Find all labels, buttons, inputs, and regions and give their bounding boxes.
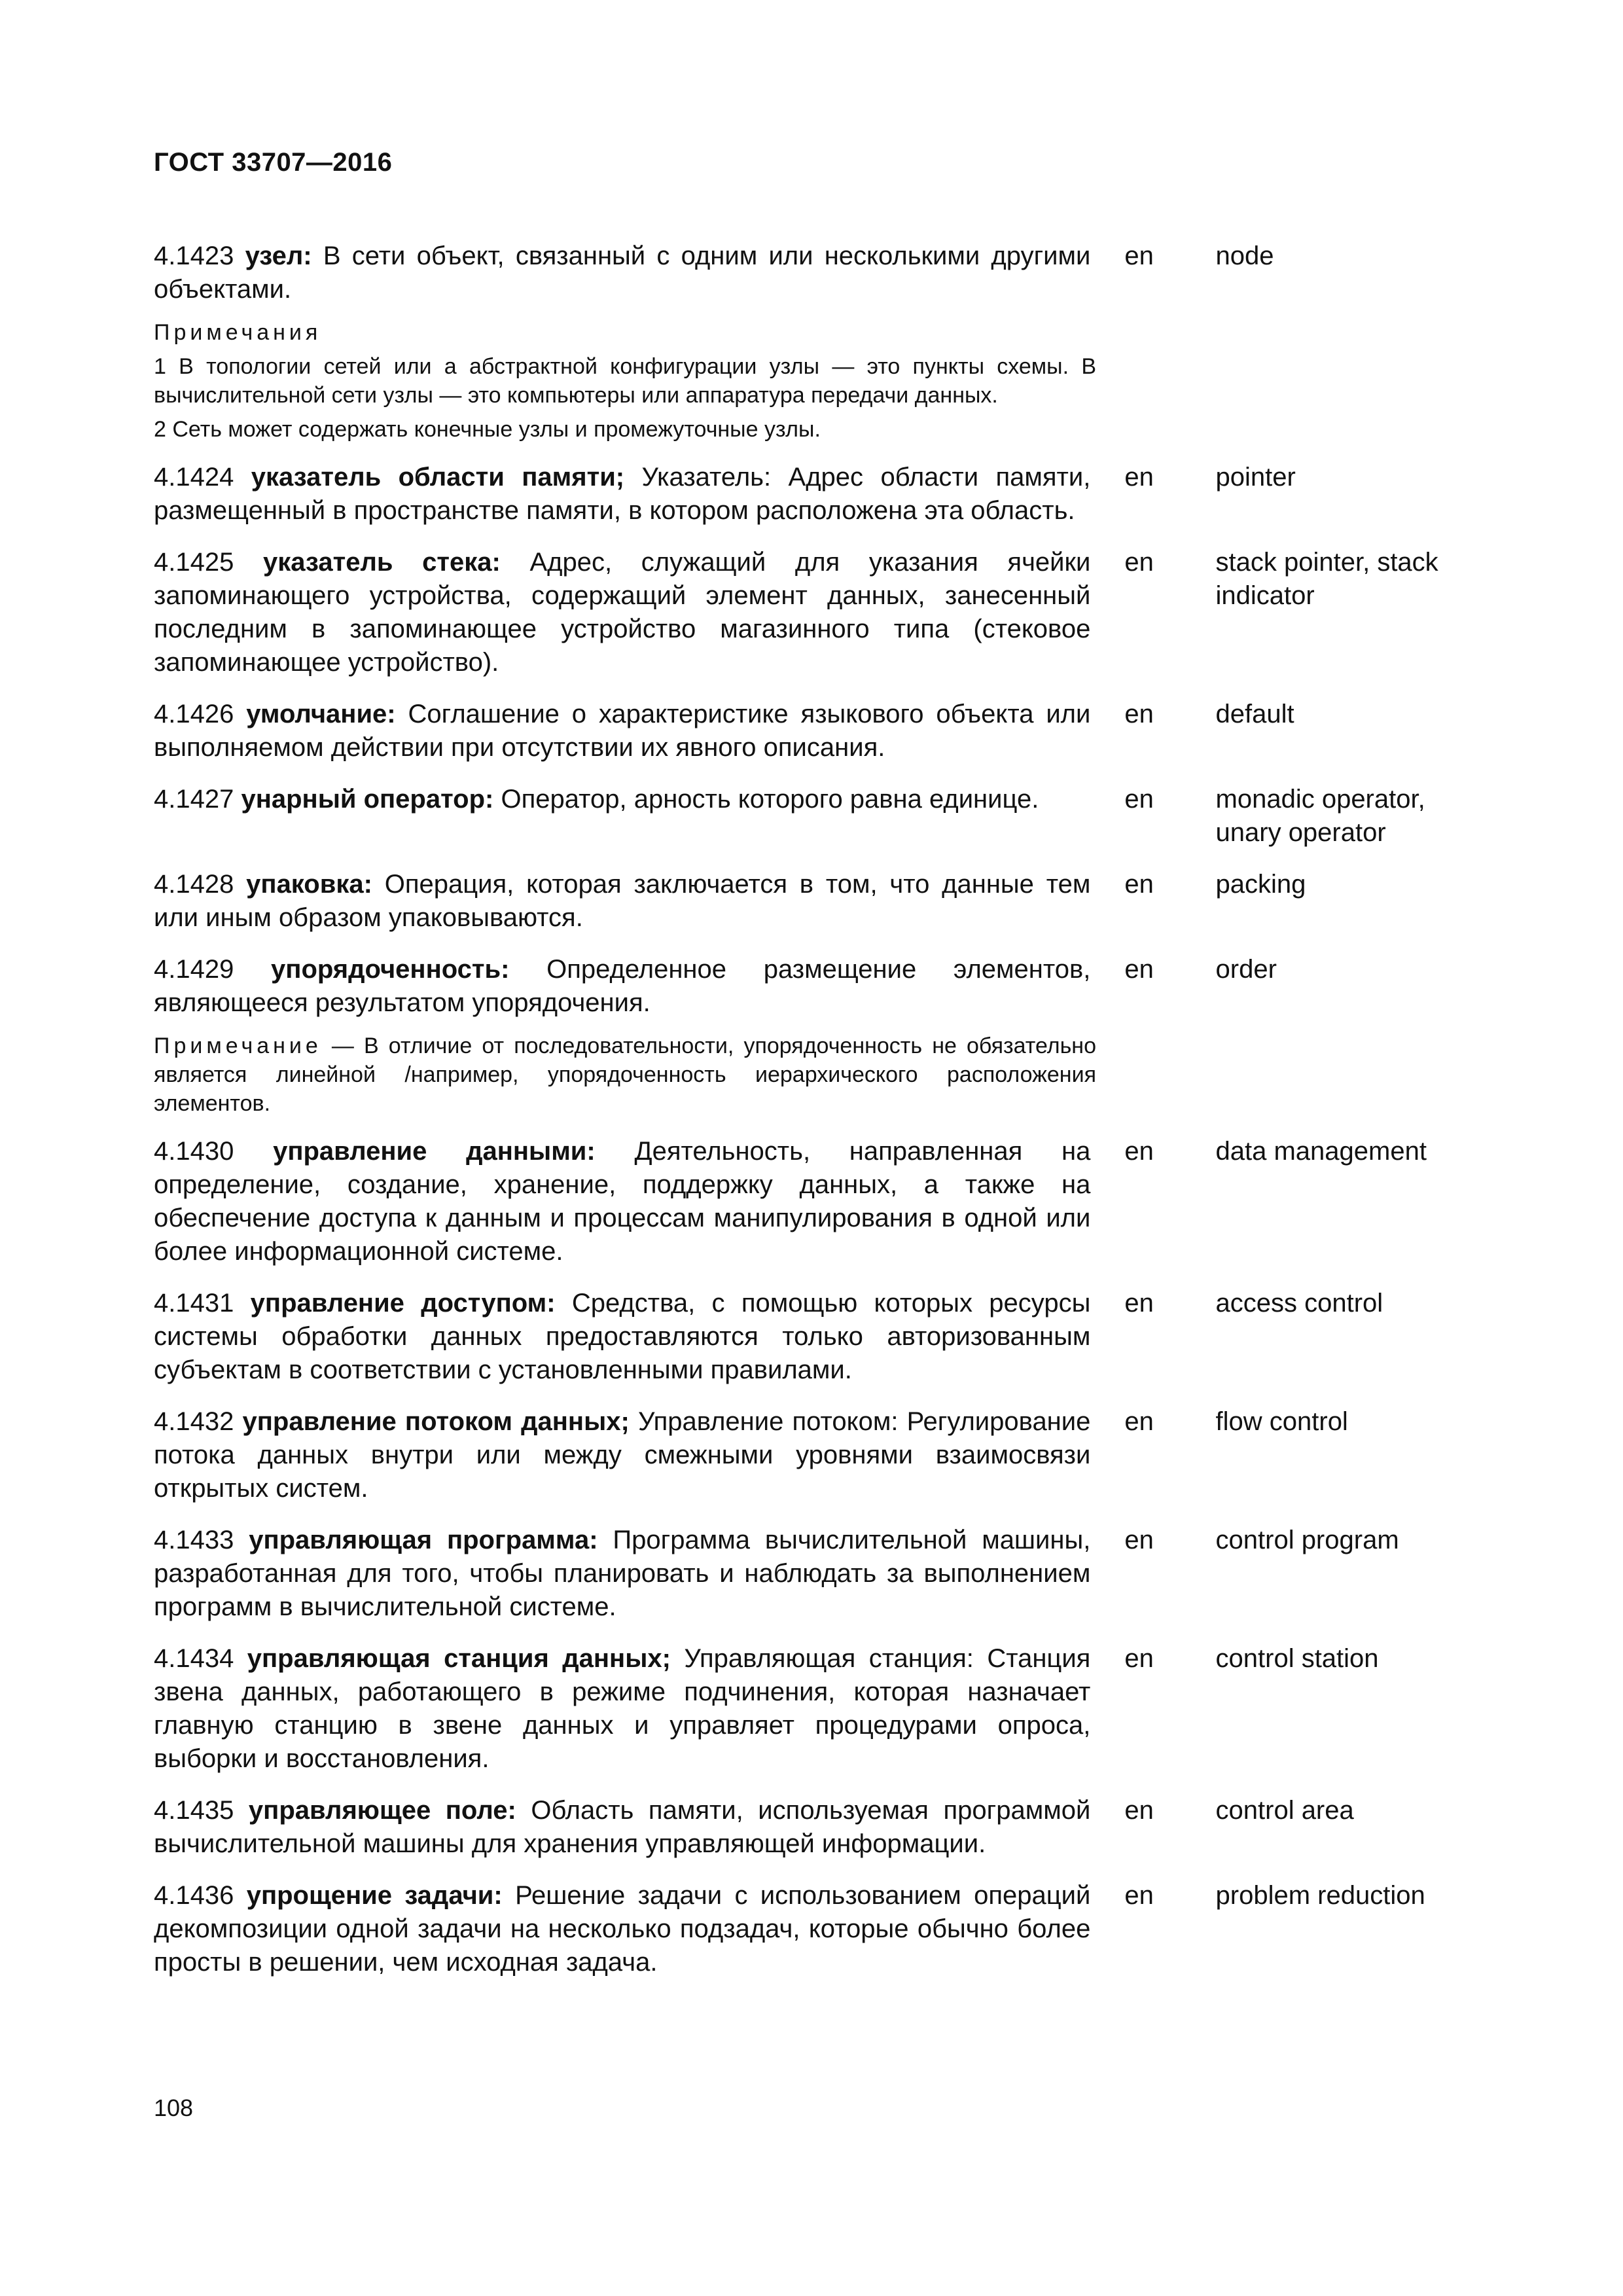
term-entry [154,1879,1489,1979]
document-header: ГОСТ 33707—2016 [154,148,393,177]
language-code: en [1124,1289,1154,1318]
term-definition: Управление потоком: Регулирование потока данных внутри или между смежными уровнями взаимосвязи открытых систем. [154,1407,1091,1503]
term-definition-block [154,546,1090,679]
language-code: en [1124,955,1154,984]
term-number: 4.1430 [154,1137,234,1166]
term-definition: Соглашение о характеристике языкового объекта или выполняемом действии при отсутствии их явного описания. [154,700,1091,762]
term-definition-block [154,1794,1090,1861]
english-equivalent: control program [1215,1526,1399,1554]
english-equivalent: access control [1215,1289,1383,1318]
term-entry [154,1642,1489,1776]
term-name: управляющая станция данных; [247,1644,671,1673]
language-code: en [1124,870,1154,899]
english-equivalent: control area [1215,1796,1354,1825]
note-item: 1 В топологии сетей или а абстрактной конфигурации узлы — это пункты схемы. В вычислительной сети узлы — это компьютеры или аппаратура передачи данных. [154,354,1096,408]
term-name: управление доступом: [250,1289,556,1318]
term-definition: Область памяти, используемая программой вычислительной машины для хранения управляющей информации. [154,1796,1091,1858]
page-number: 108 [154,2094,194,2121]
term-definition: Управляющая станция: Станция звена данных, работающего в режиме подчинения, которая назначает главную станцию в звене данных и управляет процедурами опроса, выборки и восстановления. [154,1644,1091,1773]
language-code: en [1124,700,1154,728]
term-name: указатель стека: [263,548,501,577]
term-notes [154,318,1096,444]
term-definition: Указатель: Адрес области памяти, размещенный в пространстве памяти, в котором расположена эта область. [154,463,1091,525]
term-number: 4.1427 [154,785,234,814]
term-number: 4.1434 [154,1644,234,1673]
english-equivalent: stack pointer, stack indicator [1215,548,1438,610]
english-equivalent: pointer [1215,463,1296,492]
term-entry [154,240,1489,306]
term-entry [154,783,1489,850]
term-definition: В сети объект, связанный с одним или несколькими другими объектами. [154,242,1091,304]
term-name: указатель области памяти; [251,463,625,492]
english-equivalent: order [1215,955,1277,984]
term-definition-block [154,953,1090,1020]
term-number: 4.1425 [154,548,234,577]
term-definition-block [154,1405,1090,1505]
note-text: — В отличие от последовательности, упорядоченность не обязательно является линейной /например, упорядоченность иерархического расположения элементов. [154,1033,1096,1116]
term-number: 4.1429 [154,955,234,984]
term-number: 4.1428 [154,870,234,899]
term-definition-block [154,783,1090,816]
term-number: 4.1435 [154,1796,234,1825]
term-entry [154,1524,1489,1624]
term-name: упорядоченность: [271,955,510,984]
term-name: умолчание: [246,700,396,728]
term-name: управление данными: [273,1137,596,1166]
term-definition: Программа вычислительной машины, разработанная для того, чтобы планировать и наблюдать за выполнением программ в вычислительной системе. [154,1526,1091,1621]
term-number: 4.1424 [154,463,234,492]
english-equivalent: packing [1215,870,1306,899]
language-code: en [1124,1137,1154,1166]
notes-title: Примечания [154,320,322,345]
term-entry [154,1135,1489,1268]
term-entry [154,461,1489,528]
term-definition-block [154,1287,1090,1387]
notes-title: Примечание [154,1033,322,1058]
term-entry [154,546,1489,679]
term-definition-block [154,1524,1090,1624]
term-definition-block [154,1642,1090,1776]
language-code: en [1124,785,1154,814]
term-definition-block [154,868,1090,935]
term-definition: Средства, с помощью которых ресурсы системы обработки данных предоставляются только авторизованным субъектам в соответствии с установленными правилами. [154,1289,1091,1384]
term-definition: Оператор, арность которого равна единице. [501,785,1039,814]
term-definition-block [154,1879,1090,1979]
term-definition-block [154,461,1090,528]
term-entry [154,1405,1489,1505]
english-equivalent: problem reduction [1215,1881,1425,1910]
term-entry [154,953,1489,1020]
language-code: en [1124,463,1154,492]
term-name: унарный оператор: [241,785,494,814]
term-number: 4.1431 [154,1289,234,1318]
terms-list [154,240,1489,1998]
language-code: en [1124,1526,1154,1554]
language-code: en [1124,1407,1154,1436]
term-name: управляющее поле: [248,1796,516,1825]
english-equivalent: flow control [1215,1407,1348,1436]
term-definition: Операция, которая заключается в том, что данные тем или иным образом упаковываются. [154,870,1091,932]
english-equivalent: default [1215,700,1294,728]
term-number: 4.1433 [154,1526,234,1554]
term-definition: Определенное размещение элементов, являющееся результатом упорядочения. [154,955,1091,1017]
language-code: en [1124,548,1154,577]
term-name: управление потоком данных; [242,1407,630,1436]
term-definition-block [154,240,1090,306]
term-name: упаковка: [246,870,372,899]
english-equivalent: node [1215,242,1274,270]
english-equivalent: monadic operator, unary operator [1215,785,1425,847]
term-definition: Решение задачи с использованием операций декомпозиции одной задачи на несколько подзадач, которые обычно более просты в решении, чем исходная задача. [154,1881,1091,1977]
term-definition: Адрес, служащий для указания ячейки запоминающего устройства, содержащий элемент данных, занесенный последним в запоминающее устройство магазинного типа (стековое запоминающее устройство). [154,548,1091,677]
term-name: упрощение задачи: [246,1881,503,1910]
term-name: управляющая программа: [249,1526,598,1554]
term-number: 4.1423 [154,242,234,270]
term-entry [154,1287,1489,1387]
term-notes [154,1031,1096,1118]
english-equivalent: control station [1215,1644,1379,1673]
term-definition-block [154,698,1090,764]
language-code: en [1124,1881,1154,1910]
term-entry [154,1794,1489,1861]
term-name: узел: [245,242,312,270]
term-entry [154,698,1489,764]
language-code: en [1124,1644,1154,1673]
term-definition: Деятельность, направленная на определение, создание, хранение, поддержку данных, а также на обеспечение доступа к данным и процессам манипулирования в одной или более информационной системе. [154,1137,1091,1266]
term-entry [154,868,1489,935]
term-definition-block [154,1135,1090,1268]
language-code: en [1124,242,1154,270]
term-number: 4.1426 [154,700,234,728]
english-equivalent: data management [1215,1137,1427,1166]
term-number: 4.1432 [154,1407,234,1436]
language-code: en [1124,1796,1154,1825]
note-item: 2 Сеть может содержать конечные узлы и промежуточные узлы. [154,417,821,442]
term-number: 4.1436 [154,1881,234,1910]
